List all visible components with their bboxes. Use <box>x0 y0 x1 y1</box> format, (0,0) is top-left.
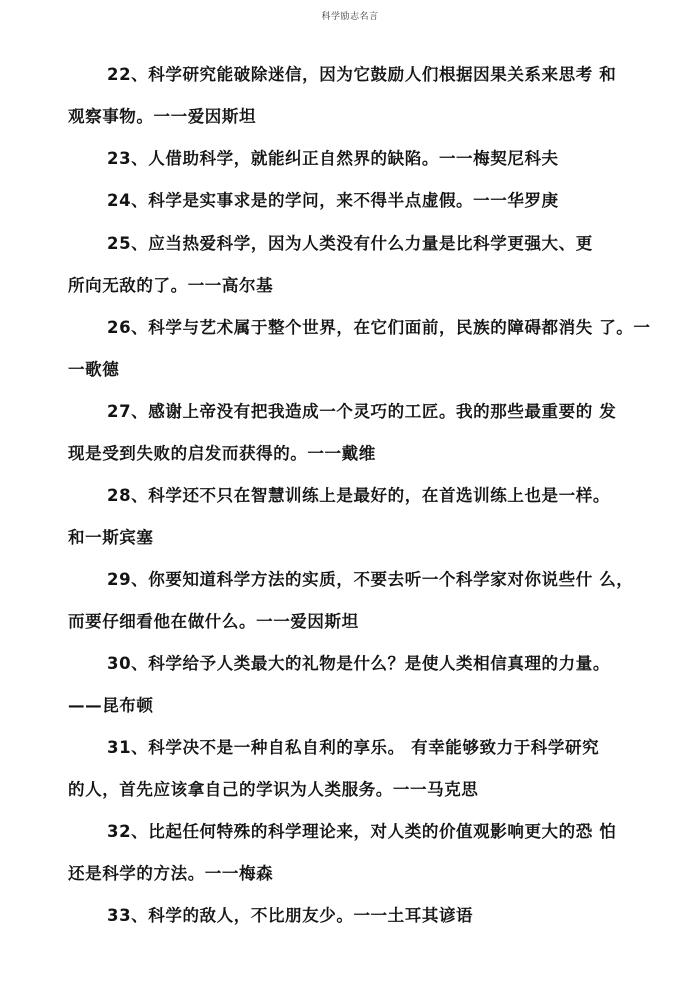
quote-31-line-1: 31、科学决不是一种自私自利的享乐。 有幸能够致力于科学研究 <box>107 738 600 757</box>
quote-26-line-2: 一歌德 <box>68 360 120 379</box>
quote-31-line-2: 的人，首先应该拿自己的学识为人类服务。一一马克思 <box>68 780 479 799</box>
quote-25-line-1: 25、应当热爱科学，因为人类没有什么力量是比科学更强大、更 <box>107 234 593 253</box>
quote-26-line-1: 26、科学与艺术属于整个世界，在它们面前，民族的障碍都消失 了。一 <box>107 318 651 337</box>
quote-32-line-2: 还是科学的方法。一一梅森 <box>68 864 274 883</box>
quote-23-line-1: 23、人借助科学，就能纠正自然界的缺陷。一一梅契尼科夫 <box>107 149 559 168</box>
page-header: 科学励志名言 <box>321 12 379 22</box>
quote-28-line-1: 28、科学还不只在智慧训练上是最好的，在首选训练上也是一样。 <box>107 486 610 505</box>
quote-25-line-2: 所向无敌的了。一一高尔基 <box>68 276 274 295</box>
quote-28-line-2: 和一斯宾塞 <box>68 528 154 547</box>
quote-27-line-2: 现是受到失败的启发而获得的。一一戴维 <box>68 444 376 463</box>
quote-33-line-1: 33、科学的敌人，不比朋友少。一一土耳其谚语 <box>107 906 474 925</box>
quote-29-line-2: 而要仔细看他在做什么。一一爱因斯坦 <box>68 612 359 631</box>
quote-32-line-1: 32、比起任何特殊的科学理论来，对人类的价值观影响更大的恐 怕 <box>107 822 617 841</box>
quote-29-line-1: 29、你要知道科学方法的实质，不要去听一个科学家对你说些什 么， <box>107 570 634 589</box>
quote-24-line-1: 24、科学是实事求是的学问，来不得半点虚假。一一华罗庚 <box>107 191 559 210</box>
quote-22-line-1: 22、科学研究能破除迷信，因为它鼓励人们根据因果关系来思考 和 <box>107 65 617 84</box>
quote-27-line-1: 27、感谢上帝没有把我造成一个灵巧的工匠。我的那些最重要的 发 <box>107 402 617 421</box>
quote-22-line-2: 观察事物。一一爱因斯坦 <box>68 107 257 126</box>
quote-30-line-2: ——昆布顿 <box>68 696 154 715</box>
quote-30-line-1: 30、科学给予人类最大的礼物是什么？是使人类相信真理的力量。 <box>107 654 610 673</box>
